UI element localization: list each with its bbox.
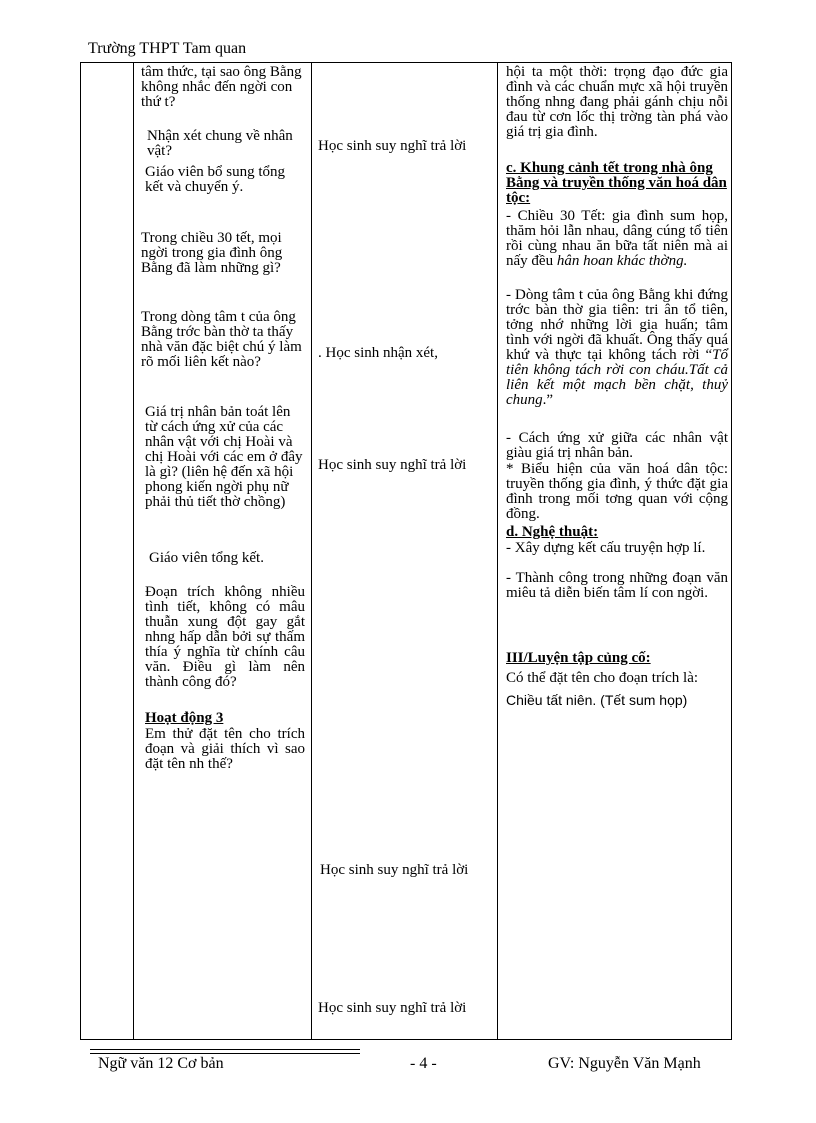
content-paragraph: Có thể đặt tên cho đoạn trích là: Chiều tất niên. (Tết sum họp) xyxy=(506,670,699,708)
column-divider xyxy=(133,63,134,1039)
student-response: Học sinh suy nghĩ trả lời xyxy=(318,138,467,154)
page-number: - 4 - xyxy=(410,1055,437,1072)
student-response: . Học sinh nhận xét, xyxy=(318,345,438,361)
lesson-table xyxy=(80,62,732,1040)
column-divider xyxy=(497,63,498,1039)
footer-teacher: GV: Nguyễn Văn Mạnh xyxy=(548,1055,701,1072)
section-heading: III/Luyện tập củng cố: xyxy=(506,650,651,666)
question-text: Em thử đặt tên cho trích đoạn và giải thích vì sao đặt tên nh thế? xyxy=(145,726,305,772)
teacher-note: Giáo viên tổng kết. xyxy=(149,550,264,566)
section-heading: d. Nghệ thuật: xyxy=(506,524,599,540)
question-text: Trong chiều 30 tết, mọi ngời trong gia đình ông Bằng đã làm những gì? xyxy=(141,230,283,276)
footer-rule xyxy=(90,1049,360,1054)
student-response: Học sinh suy nghĩ trả lời xyxy=(318,1000,467,1016)
content-paragraph: - Thành công trong những đoạn văn miêu tả diễn biến tâm lí con ngời. xyxy=(506,570,728,601)
content-paragraph: * Biểu hiện của văn hoá dân tộc: truyền thống gia đình, ý thức đặt gia đình trong mối tơng quan với cộng đồng. xyxy=(506,461,728,522)
question-text: Giá trị nhân bản toát lên từ cách ứng xử của các nhân vật với chị Hoài và chị Hoài với các em ở đây là gì? (liên hệ đến xã hội phong kiến ngời phụ nữ phải thủ tiết thờ chồng) xyxy=(145,404,303,510)
student-response: Học sinh suy nghĩ trả lời xyxy=(320,862,469,878)
section-heading: c. Khung cảnh tết trong nhà ông Bằng và truyền thống văn hoá dân tộc: xyxy=(506,160,727,206)
content-paragraph: - Cách ứng xử giữa các nhân vật giàu giá trị nhân bản. xyxy=(506,430,728,461)
column-divider xyxy=(311,63,312,1039)
content-paragraph: - Dòng tâm t của ông Bằng khi đứng trớc bàn thờ gia tiên: tri ân tổ tiên, tởng nhớ những lời gia huấn; tâm tình với ngời đã khuất. Ông thấy quá khứ và thực tại không tách rời “Tổ tiên không tách rời con cháu.Tất cả liên kết một mạch bền chặt, thuỷ chung.” xyxy=(506,287,728,408)
school-header: Trường THPT Tam quan xyxy=(88,40,247,57)
question-text: Trong dòng tâm t của ông Bằng trớc bàn thờ ta thấy nhà văn đặc biệt chú ý làm rõ mối liên kết nào? xyxy=(141,309,302,370)
question-text: Nhận xét chung về nhân vật? xyxy=(147,128,293,159)
question-text: tâm thức, tại sao ông Bằng không nhắc đến ngời con thứ t? xyxy=(141,64,302,110)
student-response: Học sinh suy nghĩ trả lời xyxy=(318,457,467,473)
question-text: Đoạn trích không nhiều tình tiết, không có mâu thuẫn xung đột gay gắt nhng hấp dẫn bởi sự thấm thía ý nghĩa từ chính câu văn. Điều gì làm nên thành công đó? xyxy=(145,584,305,690)
teacher-note: Giáo viên bổ sung tổng kết và chuyển ý. xyxy=(145,164,285,195)
content-paragraph: - Chiều 30 Tết: gia đình sum họp, thăm hỏi lẫn nhau, dâng cúng tổ tiên rồi cùng nhau ăn bữa tất niên mà ai nấy đều hân hoan khác thờng. xyxy=(506,208,728,269)
content-paragraph: hội ta một thời: trọng đạo đức gia đình và các chuẩn mực xã hội truyền thống nhng đang phải gánh chịu nỗi đau từ cơn lốc thị trờng tàn phá vào giá trị gia đình. xyxy=(506,64,728,140)
footer-subject: Ngữ văn 12 Cơ bản xyxy=(98,1055,224,1072)
content-paragraph: - Xây dựng kết cấu truyện hợp lí. xyxy=(506,540,706,556)
activity-heading: Hoạt động 3 xyxy=(145,710,224,726)
